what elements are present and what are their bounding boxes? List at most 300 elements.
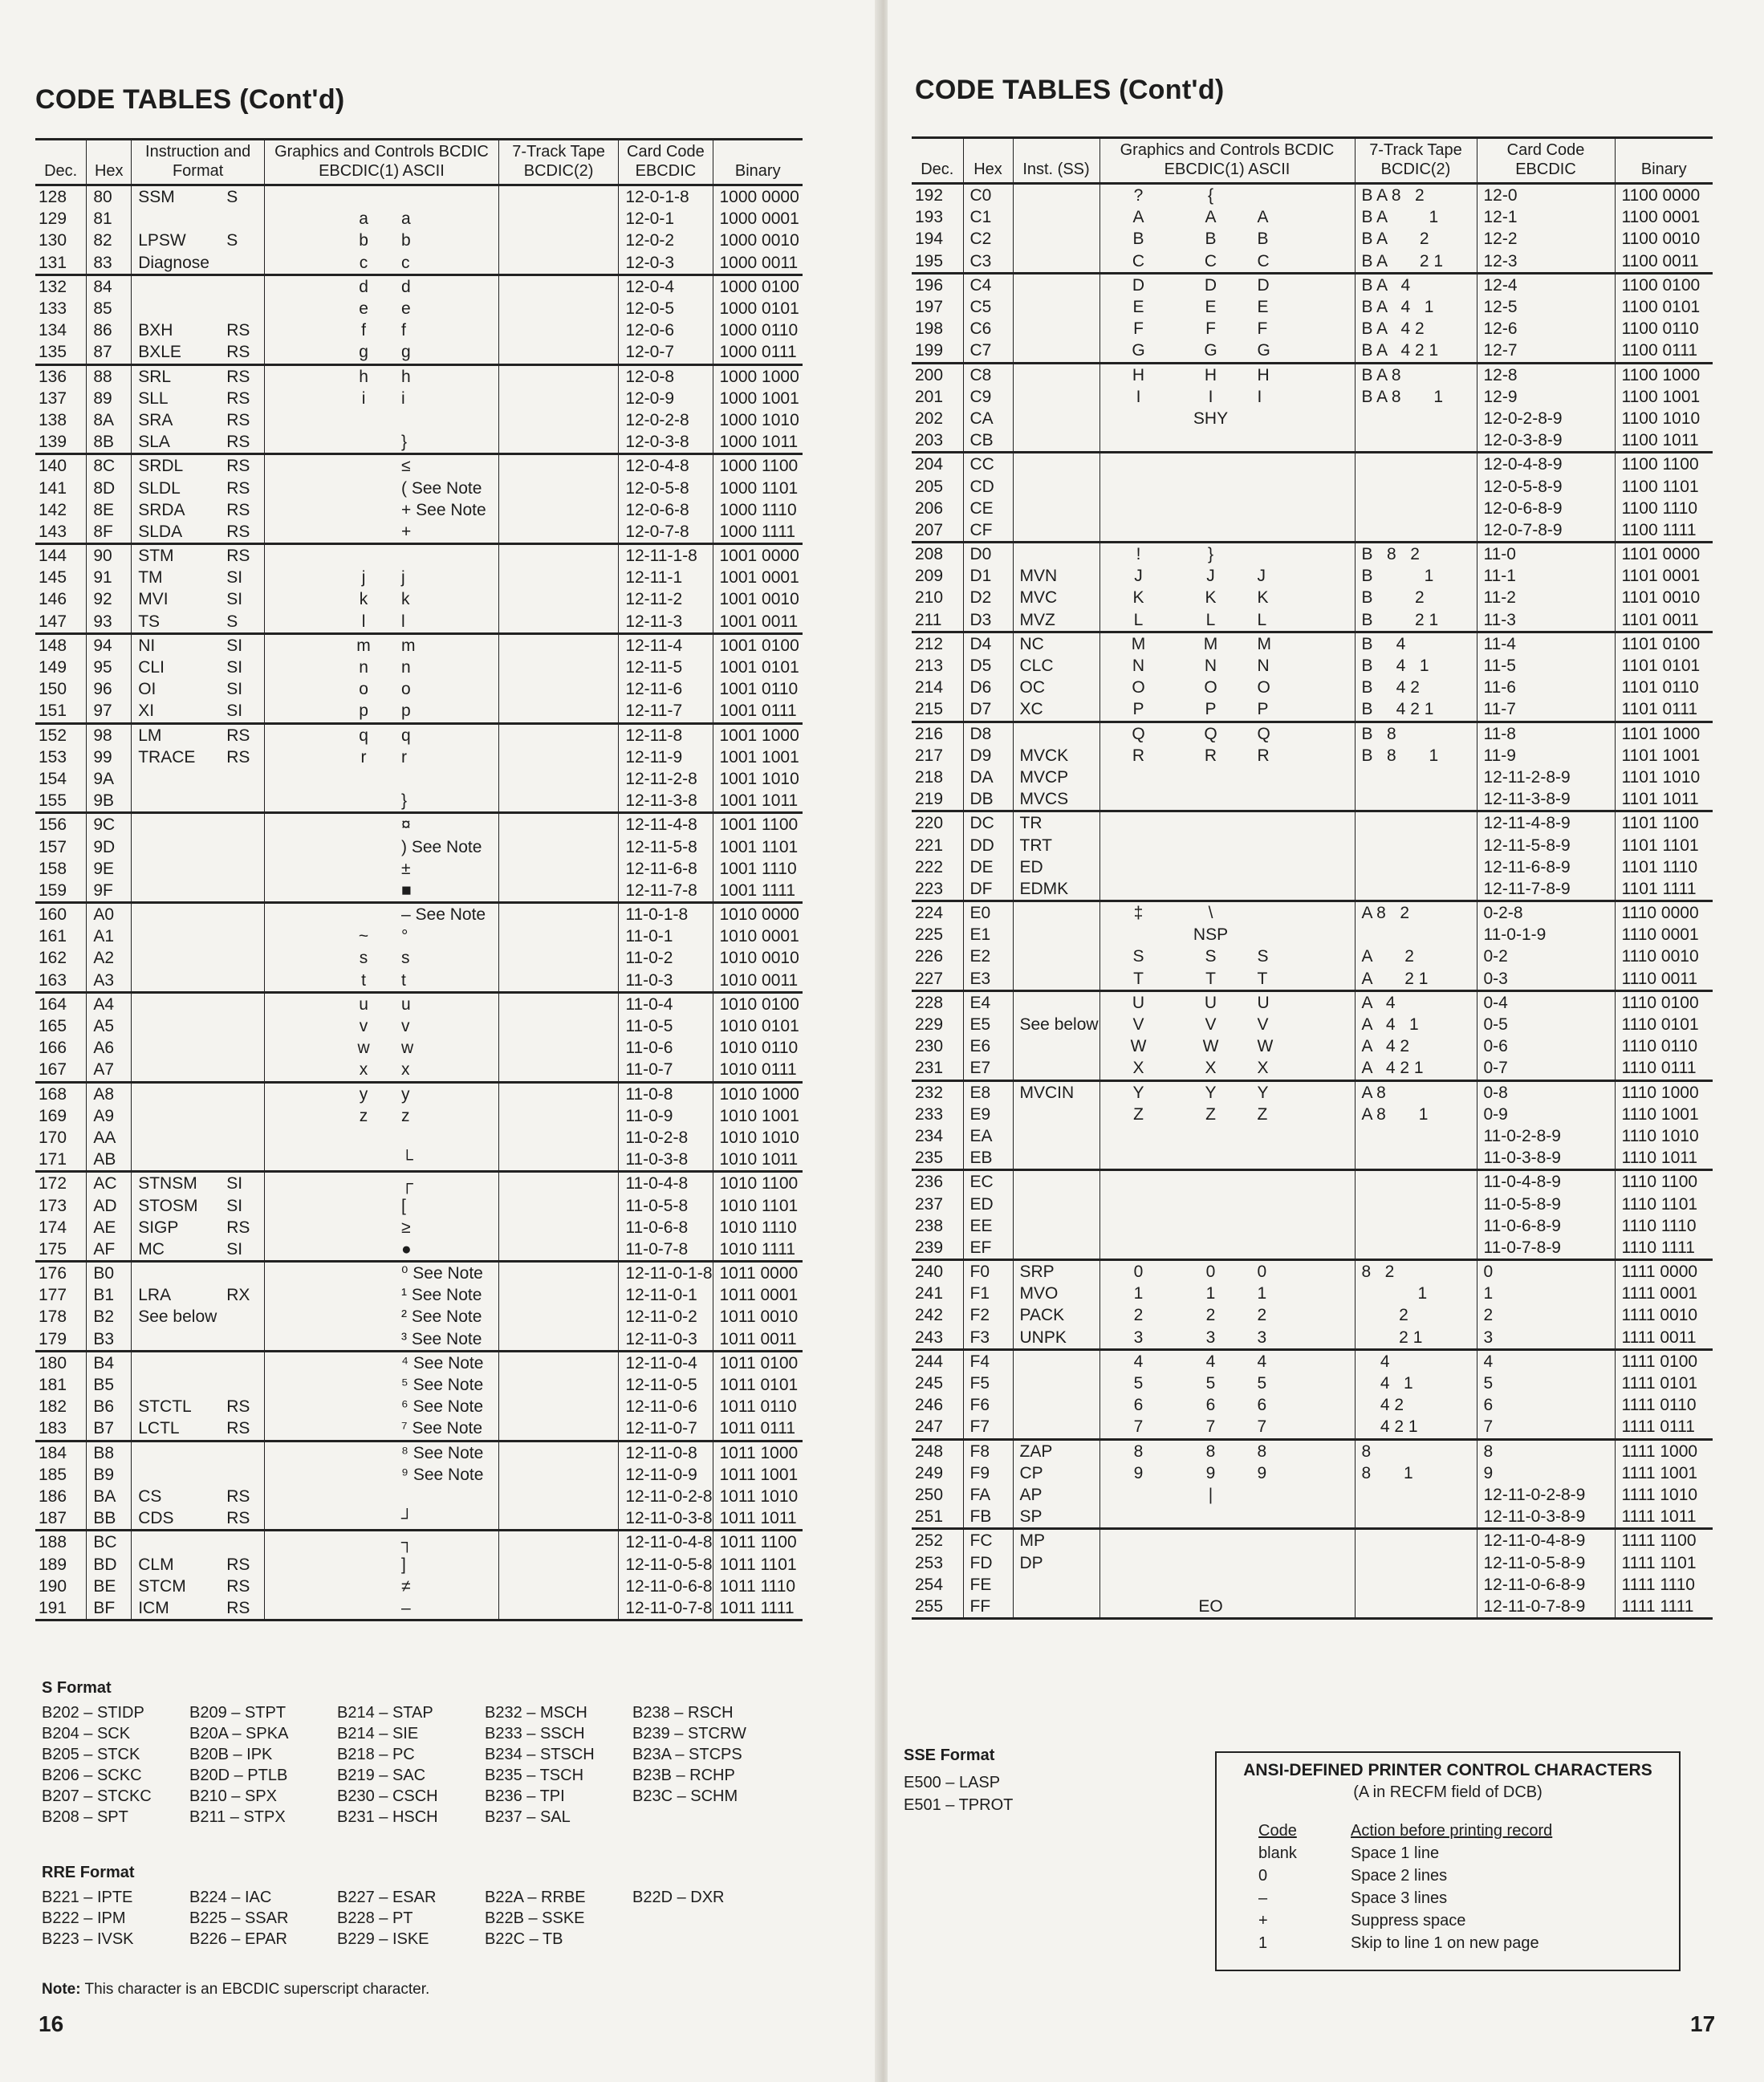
graphic-ebcdic: ~ — [358, 927, 369, 946]
table-row — [912, 1147, 1713, 1170]
rre-format-item: B221 – IPTE — [42, 1889, 133, 1906]
instruction-name: Diagnose — [138, 253, 209, 272]
card-code-cell: 11-0-2-8 — [619, 1127, 713, 1149]
dec-cell: 246 — [915, 1396, 944, 1415]
dec-cell: 222 — [915, 857, 944, 876]
card-code-cell: 12-11-0-2 — [619, 1306, 713, 1328]
dec-cell: 152 — [35, 723, 87, 746]
instruction-name: OI — [138, 680, 156, 699]
instruction-name: SSM — [138, 188, 175, 207]
rre-format-item — [632, 1930, 780, 1949]
table-row — [912, 1372, 1713, 1394]
graphics-cell — [1099, 722, 1355, 745]
dec-cell: 144 — [35, 544, 87, 567]
graphic-ebcdic: 8 — [1205, 1442, 1216, 1461]
hex-cell: FF — [963, 1596, 1013, 1619]
instruction-cell — [132, 319, 265, 341]
tape-cell — [498, 925, 618, 947]
graphic-ebcdic: y — [359, 1084, 368, 1104]
tape-cell: A 4 2 — [1355, 1035, 1477, 1057]
card-code-cell: 12-0-1 — [619, 208, 713, 230]
graphic-ascii: c — [401, 253, 410, 272]
graphic-ebcdic: NSP — [1193, 925, 1229, 945]
hex-cell: E7 — [963, 1057, 1013, 1080]
instruction-cell — [1013, 453, 1099, 476]
table-row — [35, 925, 803, 947]
instruction-cell — [132, 499, 265, 521]
graphics-cell — [1099, 767, 1355, 788]
graphic-ascii: X — [1257, 1059, 1269, 1078]
instruction-name: EDMK — [1019, 879, 1069, 898]
table-row — [912, 587, 1713, 608]
instruction-format: RS — [226, 1576, 250, 1596]
card-code-cell: 12-11-6-8-9 — [1477, 856, 1615, 878]
tape-cell — [1355, 519, 1477, 543]
card-code-cell: 12-11-7-8 — [619, 880, 713, 903]
instruction-name: TS — [138, 612, 161, 631]
graphic-ascii: ≤ — [401, 457, 411, 476]
tape-cell: B A 8 — [1355, 363, 1477, 386]
hex-cell: C0 — [963, 184, 1013, 207]
graphic-ascii — [1251, 186, 1258, 205]
dec-cell: 251 — [915, 1507, 944, 1527]
binary-cell: 1110 0000 — [1615, 901, 1713, 925]
hex-cell: DC — [963, 811, 1013, 835]
graphics-cell — [1099, 1104, 1355, 1125]
graphics-cell — [265, 431, 499, 454]
graphics-cell — [1099, 990, 1355, 1014]
card-code-cell: 12-11-3 — [619, 611, 713, 634]
binary-cell: 1100 0101 — [1615, 296, 1713, 318]
graphic-bcdic: M — [1131, 634, 1146, 653]
dec-cell: 244 — [912, 1349, 963, 1372]
binary-cell: 1011 1000 — [713, 1441, 803, 1464]
instruction-format: RS — [226, 343, 250, 362]
dec-cell: 221 — [915, 836, 944, 855]
binary-cell: 1110 1000 — [1615, 1080, 1713, 1104]
s-format-item: B214 – STAP — [337, 1704, 433, 1722]
dec-cell: 158 — [39, 859, 67, 878]
instruction-name: MVO — [1019, 1284, 1059, 1303]
graphic-ascii: + See Note — [401, 500, 486, 519]
dec-cell: 162 — [39, 949, 67, 968]
graphic-ascii: ± — [401, 859, 411, 878]
card-code-cell: 12-11-4-8 — [619, 813, 713, 836]
dec-cell: 219 — [915, 790, 944, 809]
table-row — [912, 945, 1713, 967]
binary-cell: 1101 0011 — [1615, 609, 1713, 632]
graphic-ascii — [1251, 880, 1258, 898]
instruction-cell — [1013, 1416, 1099, 1439]
graphic-ebcdic: Y — [1205, 1083, 1217, 1102]
hex-cell: BC — [87, 1531, 132, 1554]
graphic-ascii — [1251, 1486, 1258, 1504]
instruction-name: NI — [138, 636, 156, 655]
graphic-ebcdic: o — [359, 680, 368, 699]
table-row — [35, 790, 803, 813]
tape-cell: B 2 1 — [1355, 609, 1477, 632]
tape-cell — [1355, 475, 1477, 497]
hex-cell: D5 — [963, 655, 1013, 677]
hex-cell: B5 — [87, 1374, 132, 1396]
instruction-cell — [1013, 1506, 1099, 1529]
instruction-name: STM — [138, 547, 174, 566]
graphic-ascii: ( See Note — [401, 478, 482, 498]
binary-cell: 1000 0101 — [713, 298, 803, 319]
graphics-cell — [1099, 1529, 1355, 1552]
dec-cell: 153 — [39, 747, 67, 767]
graphic-bcdic: 9 — [1133, 1463, 1144, 1482]
dec-cell: 209 — [915, 567, 944, 586]
table-row — [35, 678, 803, 700]
instruction-format: S — [226, 188, 238, 207]
ansi-code: + — [1258, 1912, 1268, 1930]
instruction-cell — [1013, 1080, 1099, 1104]
instruction-cell — [132, 1059, 265, 1082]
graphics-cell — [265, 521, 499, 544]
instruction-cell — [132, 970, 265, 993]
card-code-cell: 11-0-7-8-9 — [1477, 1237, 1615, 1260]
table-row — [912, 1416, 1713, 1439]
instruction-cell — [1013, 655, 1099, 677]
table-row — [912, 340, 1713, 363]
instruction-name: MC — [138, 1239, 165, 1259]
dec-cell: 240 — [912, 1260, 963, 1283]
graphic-ascii: ┌ — [401, 1174, 413, 1193]
hex-cell: F1 — [963, 1283, 1013, 1304]
graphic-ascii: w — [401, 1039, 414, 1058]
instruction-name: SRL — [138, 367, 172, 386]
binary-cell: 1011 0100 — [713, 1351, 803, 1374]
graphic-ebcdic: O — [1204, 678, 1217, 697]
graphic-ascii: t — [401, 970, 406, 990]
graphics-cell — [265, 274, 499, 298]
binary-cell: 1011 1111 — [713, 1597, 803, 1620]
card-code-cell: 12-11-0-4 — [619, 1351, 713, 1374]
graphic-bcdic: J — [1134, 567, 1143, 586]
graphics-cell — [1099, 340, 1355, 363]
graphic-ascii: r — [401, 747, 408, 767]
instruction-cell — [132, 813, 265, 836]
tape-cell: B 8 2 — [1355, 543, 1477, 566]
graphic-bcdic: O — [1132, 678, 1145, 697]
binary-cell: 1111 0001 — [1615, 1283, 1713, 1304]
hex-cell: F4 — [963, 1349, 1013, 1372]
ansi-row — [1226, 1842, 1669, 1864]
hex-cell: EC — [963, 1170, 1013, 1193]
tape-cell — [498, 454, 618, 478]
tape-cell — [498, 611, 618, 634]
instruction-cell — [132, 477, 265, 498]
graphic-bcdic: B — [1132, 230, 1144, 249]
tape-cell — [1355, 788, 1477, 811]
table-row — [35, 970, 803, 993]
header-graphics: Graphics and Controls BCDIC EBCDIC(1) ASCII — [1099, 138, 1355, 184]
tape-cell — [1355, 1529, 1477, 1552]
hex-cell: 9C — [87, 813, 132, 836]
hex-cell: E3 — [963, 968, 1013, 991]
tape-cell — [498, 252, 618, 275]
graphics-cell — [1099, 1372, 1355, 1394]
dec-cell: 169 — [39, 1106, 67, 1125]
hex-cell: 8A — [87, 409, 132, 431]
card-code-cell: 1 — [1477, 1283, 1615, 1304]
instruction-cell — [132, 274, 265, 298]
binary-cell: 1000 0010 — [713, 230, 803, 251]
table-row — [35, 230, 803, 251]
graphic-bcdic: A — [1132, 208, 1144, 227]
instruction-cell — [132, 1553, 265, 1575]
graphic-ebcdic: K — [1205, 588, 1217, 608]
graphic-ascii — [1251, 1554, 1258, 1572]
binary-cell: 1110 0111 — [1615, 1057, 1713, 1080]
table-row — [35, 657, 803, 678]
binary-cell: 1100 1101 — [1615, 475, 1713, 497]
card-code-cell: 12-2 — [1477, 228, 1615, 250]
graphic-ascii: ° — [401, 927, 408, 946]
dec-cell: 210 — [915, 588, 944, 608]
table-row — [912, 1125, 1713, 1147]
tape-cell — [498, 1082, 618, 1105]
instruction-cell — [132, 1374, 265, 1396]
binary-cell: 1001 1100 — [713, 813, 803, 836]
table-row — [912, 206, 1713, 228]
instruction-name: SLDL — [138, 478, 181, 498]
dec-cell: 198 — [915, 319, 944, 339]
card-code-cell: 12-11-0-5-8-9 — [1477, 1551, 1615, 1573]
card-code-cell: 12-0-4-8 — [619, 454, 713, 478]
graphic-ebcdic: W — [1202, 1037, 1219, 1056]
hex-cell: D6 — [963, 677, 1013, 698]
card-code-cell: 12-11-4-8-9 — [1477, 811, 1615, 835]
dec-cell: 132 — [35, 274, 87, 298]
hex-cell: B6 — [87, 1396, 132, 1417]
instruction-name: MVCIN — [1019, 1083, 1075, 1102]
graphics-cell — [265, 633, 499, 657]
tape-cell: B 4 1 — [1355, 655, 1477, 677]
dec-cell: 254 — [915, 1575, 944, 1594]
hex-cell: 87 — [87, 341, 132, 364]
card-code-cell: 12-11-0-4-8-9 — [1477, 1529, 1615, 1552]
instruction-cell — [1013, 834, 1099, 856]
footnote — [42, 1981, 429, 1999]
instruction-cell — [132, 1127, 265, 1149]
graphic-ascii: A — [1257, 208, 1269, 227]
card-code-cell: 12-11-5 — [619, 657, 713, 678]
graphic-ebcdic: c — [359, 253, 368, 272]
card-code-cell: 11-9 — [1477, 745, 1615, 767]
binary-cell: 1100 1110 — [1615, 498, 1713, 519]
card-code-cell: 12-6 — [1477, 318, 1615, 340]
graphic-ascii — [400, 1128, 401, 1147]
dec-cell: 129 — [39, 209, 67, 229]
dec-cell: 150 — [39, 680, 67, 699]
instruction-cell — [1013, 184, 1099, 207]
hex-cell: BD — [87, 1553, 132, 1575]
binary-cell: 1100 0000 — [1615, 184, 1713, 207]
tape-cell: 1 — [1355, 1283, 1477, 1304]
graphic-ascii — [1251, 1195, 1258, 1214]
dec-cell: 235 — [915, 1149, 944, 1168]
table-row — [35, 431, 803, 454]
instruction-name: SLL — [138, 388, 169, 408]
graphics-cell — [265, 252, 499, 275]
card-code-cell: 12-0-4-8-9 — [1477, 453, 1615, 476]
table-row — [912, 386, 1713, 408]
instruction-name: PACK — [1019, 1306, 1065, 1325]
graphics-cell — [1099, 386, 1355, 408]
instruction-format: RS — [226, 1419, 250, 1438]
graphic-bcdic: F — [1133, 319, 1144, 339]
card-code-cell: 7 — [1477, 1416, 1615, 1439]
graphic-ascii: d — [401, 277, 411, 296]
card-code-cell: 12-0-7-8 — [619, 521, 713, 544]
instruction-cell — [1013, 1014, 1099, 1035]
graphics-cell — [265, 813, 499, 836]
hex-cell: B8 — [87, 1441, 132, 1464]
hex-cell: A7 — [87, 1059, 132, 1082]
graphic-ascii — [1251, 1217, 1258, 1235]
hex-cell: AE — [87, 1217, 132, 1238]
graphic-ebcdic: 1 — [1205, 1284, 1216, 1303]
ansi-code: blank — [1258, 1844, 1297, 1862]
graphic-ascii: o — [401, 680, 411, 699]
graphics-cell — [265, 1037, 499, 1059]
card-code-cell: 12-11-0-4-8 — [619, 1531, 713, 1554]
card-code-cell: 12-0-1-8 — [619, 185, 713, 209]
tape-cell — [498, 208, 618, 230]
graphics-cell — [1099, 788, 1355, 811]
tape-cell — [498, 1374, 618, 1396]
graphic-ascii: h — [401, 367, 411, 386]
instruction-cell — [132, 992, 265, 1015]
hex-cell: A5 — [87, 1015, 132, 1037]
graphic-ascii: ] — [401, 1555, 406, 1574]
card-code-cell: 12-11-0-3 — [619, 1328, 713, 1352]
rre-format-item: B222 – IPM — [42, 1909, 126, 1927]
hex-cell: AA — [87, 1127, 132, 1149]
s-format-item: B211 – STPX — [189, 1808, 286, 1826]
instruction-cell — [132, 1082, 265, 1105]
graphics-cell — [1099, 811, 1355, 835]
binary-cell: 1111 1001 — [1615, 1462, 1713, 1484]
hex-cell: F9 — [963, 1462, 1013, 1484]
table-row — [912, 1170, 1713, 1193]
tape-cell — [1355, 1215, 1477, 1237]
binary-cell: 1111 0000 — [1615, 1260, 1713, 1283]
hex-cell: 96 — [87, 678, 132, 700]
hex-cell: C6 — [963, 318, 1013, 340]
instruction-cell — [132, 858, 265, 880]
instruction-cell — [132, 1576, 265, 1597]
instruction-cell — [1013, 1057, 1099, 1080]
binary-cell: 1000 0011 — [713, 252, 803, 275]
dec-cell: 131 — [39, 253, 67, 272]
instruction-cell — [1013, 924, 1099, 945]
graphics-cell — [265, 1059, 499, 1082]
card-code-cell: 12-0-9 — [619, 388, 713, 409]
tape-cell: A 4 1 — [1355, 1014, 1477, 1035]
instruction-name: LCTL — [138, 1419, 180, 1438]
tape-cell — [498, 1441, 618, 1464]
table-row — [912, 1057, 1713, 1080]
graphics-cell — [1099, 429, 1355, 453]
graphics-cell — [265, 1284, 499, 1306]
hex-cell: B7 — [87, 1417, 132, 1441]
graphic-ebcdic: u — [359, 994, 368, 1014]
instruction-format: RS — [226, 388, 250, 408]
graphic-ascii: n — [401, 658, 411, 677]
dec-cell: 155 — [39, 791, 67, 811]
instruction-cell — [132, 544, 265, 567]
graphic-ebcdic: s — [359, 949, 368, 968]
tape-cell — [1355, 429, 1477, 453]
graphic-ascii: U — [1257, 993, 1270, 1012]
hex-cell: F8 — [963, 1439, 1013, 1462]
instruction-cell — [1013, 1551, 1099, 1573]
binary-cell: 1100 1011 — [1615, 429, 1713, 453]
graphics-cell — [1099, 1349, 1355, 1372]
dec-cell: 137 — [39, 388, 67, 408]
card-code-cell: 12-3 — [1477, 250, 1615, 274]
dec-cell: 186 — [39, 1486, 67, 1506]
table-row — [35, 1417, 803, 1441]
table-row — [35, 298, 803, 319]
tape-cell — [498, 836, 618, 857]
dec-cell: 239 — [915, 1238, 944, 1257]
binary-cell: 1011 0001 — [713, 1284, 803, 1306]
binary-cell: 1010 0100 — [713, 992, 803, 1015]
ansi-rows — [1226, 1842, 1669, 1954]
table-row — [35, 1015, 803, 1037]
graphics-cell — [265, 1486, 499, 1507]
instruction-cell — [1013, 1462, 1099, 1484]
rre-format-section — [42, 1864, 780, 1949]
graphics-cell — [1099, 363, 1355, 386]
table-row — [912, 1394, 1713, 1416]
binary-cell: 1110 0110 — [1615, 1035, 1713, 1057]
graphics-cell — [1099, 1551, 1355, 1573]
dec-cell: 203 — [915, 431, 944, 450]
footnote-label: Note: — [42, 1981, 81, 1998]
binary-cell: 1111 0101 — [1615, 1372, 1713, 1394]
dec-cell: 237 — [915, 1194, 944, 1214]
tape-cell — [498, 790, 618, 813]
left-page — [0, 0, 881, 2082]
graphic-ascii: 8 — [1257, 1442, 1267, 1461]
hex-cell: E2 — [963, 945, 1013, 967]
s-format-item: B23A – STCPS — [632, 1746, 742, 1763]
dec-cell: 242 — [915, 1306, 944, 1325]
graphics-cell — [1099, 1215, 1355, 1237]
dec-cell: 253 — [915, 1553, 944, 1572]
graphics-cell — [1099, 1014, 1355, 1035]
binary-cell: 1011 0111 — [713, 1417, 803, 1441]
s-format-item: B234 – STSCH — [485, 1746, 595, 1763]
tape-cell — [498, 633, 618, 657]
binary-cell: 1100 0010 — [1615, 228, 1713, 250]
graphic-ascii: 2 — [1257, 1306, 1267, 1325]
ansi-action: Space 3 lines — [1351, 1889, 1448, 1907]
s-format-item: B23C – SCHM — [632, 1787, 738, 1805]
table-row — [912, 1439, 1713, 1462]
instruction-cell — [132, 925, 265, 947]
graphic-bcdic: 1 — [1133, 1284, 1144, 1303]
instruction-cell — [1013, 1529, 1099, 1552]
binary-cell: 1010 1001 — [713, 1105, 803, 1127]
instruction-cell — [1013, 609, 1099, 632]
card-code-cell: 11-0-1-8 — [619, 903, 713, 926]
